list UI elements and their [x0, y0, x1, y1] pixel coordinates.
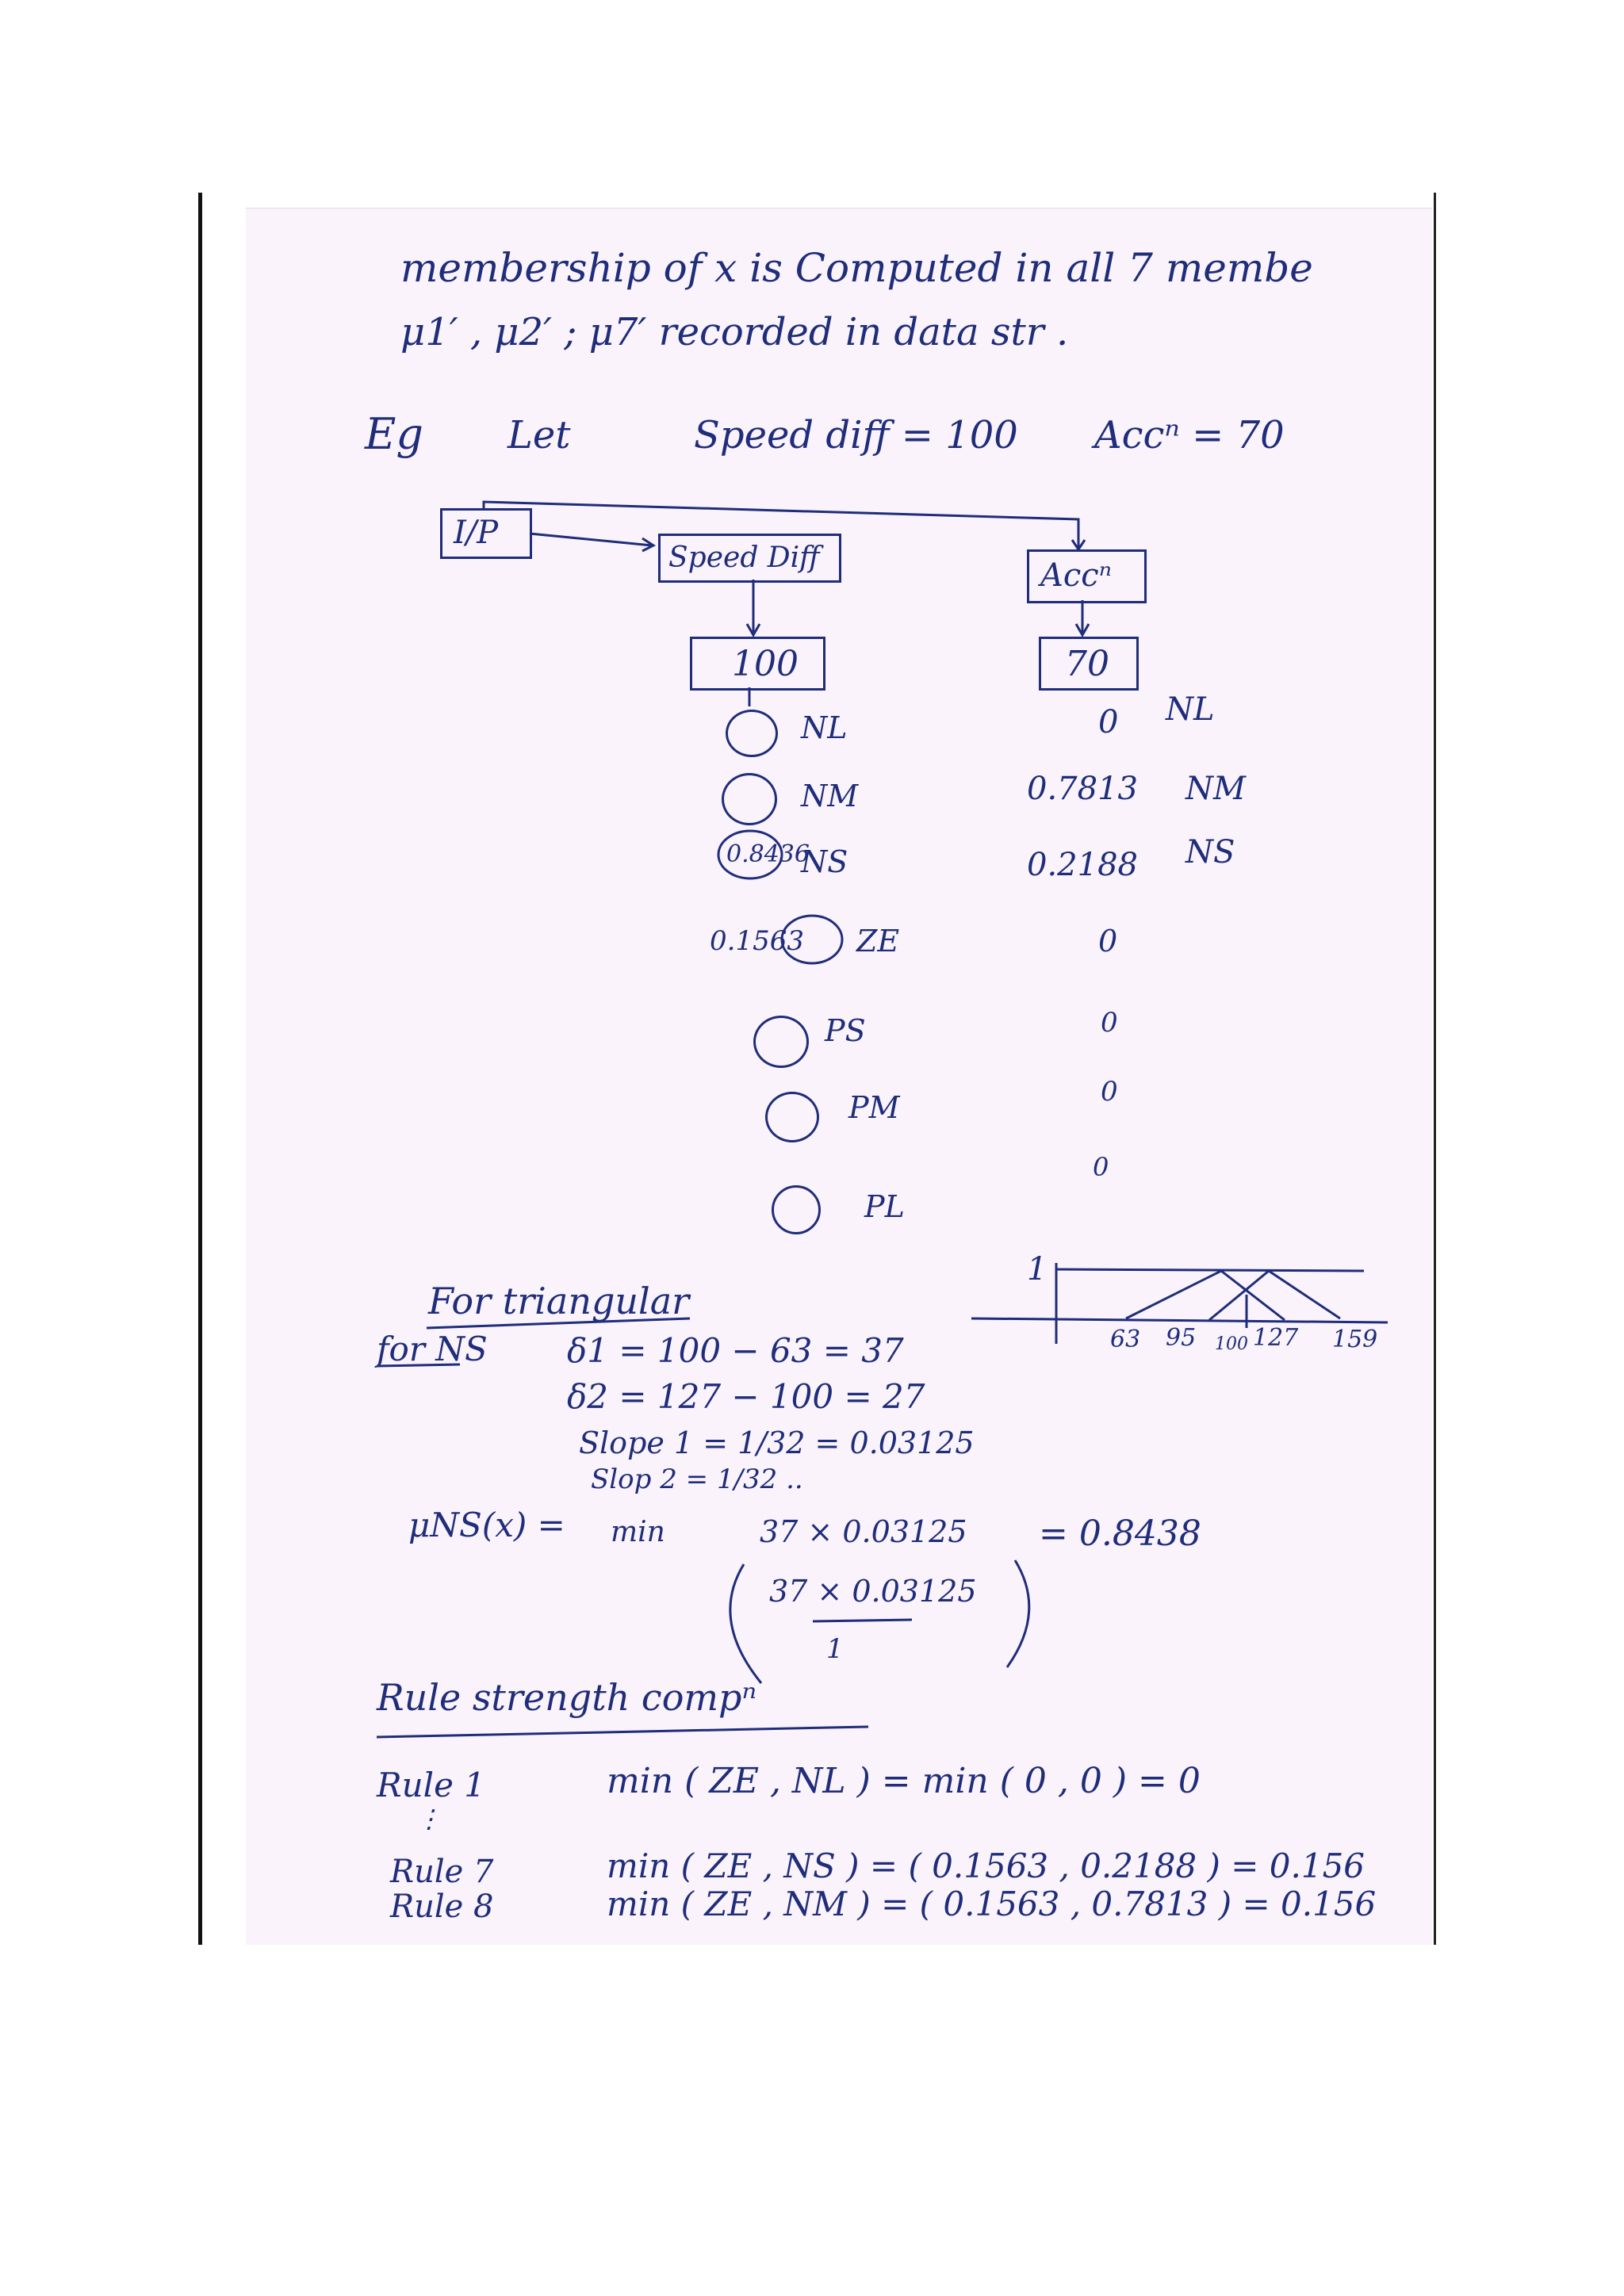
speed-ns-label: NS [801, 844, 848, 879]
slope-2: Slop 2 = 1/32 .. [591, 1464, 803, 1495]
speed-nl-label: NL [801, 710, 848, 745]
rule-8-expression: min ( ZE , NM ) = ( 0.1563 , 0.7813 ) = 0.156 [607, 1885, 1377, 1923]
rule-8-clipped-row [246, 1885, 1432, 1945]
acc-ze-value: 0 [1098, 924, 1118, 959]
acc-ps-value: 0 [1101, 1007, 1118, 1039]
acc-value: 70 [1065, 644, 1109, 684]
speed-diff-label: Speed Diff [668, 541, 820, 574]
acc-nl-label: NL [1166, 691, 1215, 728]
acc-pm-value: 0 [1101, 1076, 1118, 1108]
acc-label: Accⁿ [1040, 557, 1112, 594]
graph-top-line [1056, 1269, 1364, 1271]
graph-tick-95: 95 [1166, 1324, 1197, 1352]
header-line-2: μ1′ , μ2′ ; μ7′ recorded in data str . [400, 310, 1069, 354]
graph-tick-100: 100 [1215, 1334, 1248, 1354]
min-row-3: 1 [826, 1633, 844, 1665]
rule-strength-heading: Rule strength compⁿ [377, 1676, 757, 1719]
header-line-1: membership of x is Computed in all 7 membe [400, 245, 1313, 291]
rule-ellipsis: ⋮ [416, 1804, 442, 1834]
mu-ns-result: = 0.8438 [1039, 1513, 1201, 1554]
acc-ns-value: 0.2188 [1027, 847, 1138, 883]
rule-7-expression: min ( ZE , NS ) = ( 0.1563 , 0.2188 ) = 0.156 [607, 1846, 1365, 1885]
for-ns-label: for NS [377, 1330, 488, 1368]
min-word: min [611, 1516, 665, 1548]
speed-nm-label: NM [801, 779, 859, 813]
speed-pm-label: PM [848, 1090, 900, 1125]
acc-nm-label: NM [1185, 771, 1246, 807]
delta-2: δ2 = 127 − 100 = 27 [567, 1377, 925, 1416]
speed-value: 100 [732, 644, 799, 684]
graph-y-one: 1 [1027, 1251, 1048, 1288]
slope-1: Slope 1 = 1/32 = 0.03125 [579, 1425, 975, 1460]
graph-tick-63: 63 [1110, 1326, 1141, 1353]
rule-1-expression: min ( ZE , NL ) = min ( 0 , 0 ) = 0 [607, 1761, 1201, 1801]
example-acc: Accⁿ = 70 [1094, 413, 1285, 457]
speed-ps-label: PS [825, 1013, 866, 1048]
mu-ns-label: μNS(x) = [408, 1506, 565, 1544]
min-row-2: 37 × 0.03125 [769, 1574, 977, 1609]
speed-ns-value: 0.8436 [726, 840, 810, 868]
graph-x-axis [971, 1318, 1388, 1322]
acc-nm-value: 0.7813 [1027, 771, 1138, 807]
delta-1: δ1 = 100 − 63 = 37 [567, 1331, 904, 1370]
example-label: Eg [365, 409, 423, 459]
triangular-heading: For triangular [428, 1280, 690, 1322]
min-row-1: 37 × 0.03125 [760, 1514, 967, 1549]
speed-ze-value: 0.1563 [710, 925, 804, 957]
right-margin-line [1434, 193, 1436, 1945]
rule-1-label: Rule 1 [377, 1766, 486, 1804]
speed-pl-label: PL [864, 1189, 905, 1224]
scanned-page [246, 208, 1432, 1945]
example-speed: Speed diff = 100 [694, 413, 1018, 457]
graph-tick-127: 127 [1253, 1324, 1299, 1352]
graph-tick-159: 159 [1332, 1326, 1378, 1353]
input-label: I/P [454, 515, 499, 551]
speed-ze-label: ZE [856, 924, 900, 959]
example-let: Let [508, 413, 571, 457]
rule-7-label: Rule 7 [390, 1854, 494, 1890]
acc-nl-value: 0 [1098, 704, 1119, 740]
acc-ns-label: NS [1185, 834, 1235, 871]
rule-8-label: Rule 8 [390, 1888, 494, 1925]
acc-pl-value: 0 [1093, 1152, 1109, 1182]
left-margin-line [198, 193, 202, 1945]
